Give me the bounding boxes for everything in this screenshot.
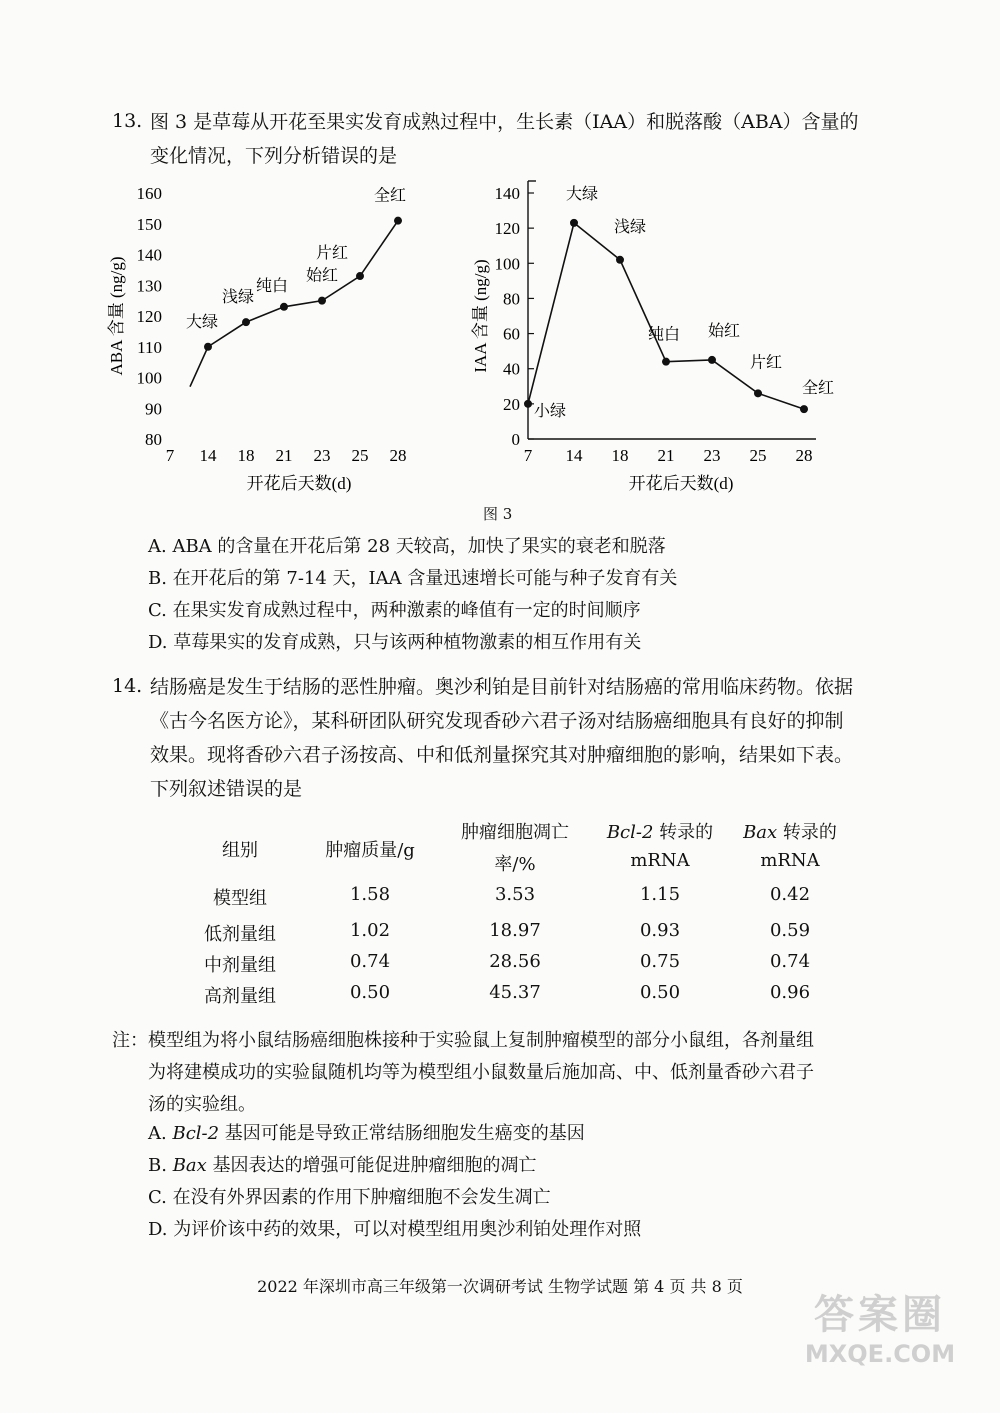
question-number: 14. (112, 675, 143, 697)
x-tick-label: 7 (165, 446, 175, 465)
table-cell: 0.50 (349, 982, 391, 1003)
table-header-bcl2 (590, 818, 730, 844)
data-point (242, 318, 250, 326)
data-point (318, 297, 326, 305)
table-header-mass: 肿瘤质量/g (325, 840, 415, 861)
option-text: 基因可能是导致正常结肠细胞发生癌变的基因 (219, 1123, 585, 1144)
table-cell: 18.97 (489, 920, 541, 941)
data-point (394, 217, 402, 225)
y-tick-label: 160 (136, 184, 162, 203)
x-tick-label: 18 (611, 446, 629, 465)
option-d[interactable] (148, 1215, 641, 1245)
note-line: 为将建模成功的实验鼠随机均等为模型组小鼠数量后施加高、中、低剂量香砂六君子 (148, 1062, 814, 1083)
question-stem-line: 图 3 是草莓从开花至果实发育成熟过程中，生长素（IAA）和脱落酸（ABA）含量的 (150, 111, 859, 133)
x-tick-label: 21 (275, 446, 293, 465)
option-d[interactable]: D. 草莓果实的发育成熟，只与该两种植物激素的相互作用有关 (148, 632, 642, 653)
table-header-bcl2-2: mRNA (630, 850, 690, 871)
gene-name: Bcl-2 (172, 1123, 220, 1144)
data-point (356, 272, 364, 280)
site-logo (790, 1283, 970, 1393)
point-label: 始红 (305, 265, 339, 285)
x-tick-label: 25 (351, 446, 369, 465)
table-cell: 0.42 (769, 884, 811, 905)
table-header-bax (720, 818, 860, 844)
y-tick-label: 130 (136, 276, 162, 296)
table-row-label: 中剂量组 (204, 955, 276, 976)
option-text: 在没有外界因素的作用下肿瘤细胞不会发生凋亡 (172, 1187, 551, 1208)
page-footer: 2022 年深圳市高三年级第一次调研考试 生物学试题 第 4 页 共 8 页 (257, 1277, 743, 1296)
x-axis-label: 开花后天数(d) (628, 474, 734, 493)
logo-url: MXQE.COM (804, 1340, 956, 1368)
x-tick-label: 28 (795, 446, 813, 465)
x-tick-label: 18 (237, 446, 255, 465)
table-cell: 0.96 (769, 982, 811, 1003)
y-tick-label: 110 (137, 337, 162, 357)
note-line: 汤的实验组。 (148, 1094, 256, 1115)
point-label: 片红 (315, 243, 349, 263)
table-header-group: 组别 (222, 840, 258, 861)
x-axis-label: 开花后天数(d) (246, 474, 352, 493)
data-point (524, 400, 532, 408)
data-point (708, 356, 716, 364)
y-tick-label: 0 (511, 430, 520, 449)
option-text: 为评价该中药的效果，可以对模型组用奥沙利铂处理作对照 (173, 1219, 642, 1240)
data-point (280, 303, 288, 311)
y-axis-label: IAA 含量 (ng/g) (471, 259, 490, 373)
table-cell: 0.74 (349, 951, 391, 972)
table-header-apoptosis: 肿瘤细胞凋亡 (461, 822, 569, 843)
point-label: 大绿 (565, 183, 599, 203)
table-cell: 0.50 (639, 982, 681, 1003)
option-text: 基因表达的增强可能促进肿瘤细胞的凋亡 (206, 1155, 537, 1176)
option-letter: B. (148, 1155, 167, 1176)
bax-gene-name: Bax (743, 822, 778, 843)
data-point (616, 256, 624, 264)
table-cell: 3.53 (494, 884, 536, 905)
table-header-apoptosis-2: 率/% (494, 854, 536, 875)
table-cell: 28.56 (489, 951, 541, 972)
data-point (800, 405, 808, 413)
option-c[interactable] (148, 1183, 551, 1213)
gene-name: Bax (172, 1155, 207, 1176)
data-point (662, 358, 670, 366)
logo-text: 答案圈 (814, 1292, 946, 1338)
data-point (204, 343, 212, 351)
y-tick-label: 100 (136, 368, 162, 388)
x-tick-label: 25 (749, 446, 767, 465)
table-header-bax-2: mRNA (760, 850, 820, 871)
question-stem-line: 下列叙述错误的是 (150, 778, 303, 800)
y-tick-label: 20 (503, 394, 520, 414)
note-line: 注：模型组为将小鼠结肠癌细胞株接种于实验鼠上复制肿瘤模型的部分小鼠组，各剂量组 (112, 1030, 814, 1051)
question-stem-line: 变化情况，下列分析错误的是 (150, 145, 398, 167)
table-cell: 45.37 (489, 982, 541, 1003)
question-stem-line: 结肠癌是发生于结肠的恶性肿瘤。奥沙利铂是目前针对结肠癌的常用临床药物。依据 (150, 676, 854, 698)
data-point (754, 389, 762, 397)
point-label: 片红 (749, 352, 783, 372)
table-cell: 0.59 (769, 920, 811, 941)
x-tick-label: 14 (565, 446, 583, 465)
table-row-label: 低剂量组 (204, 924, 276, 945)
point-label: 纯白 (647, 324, 681, 344)
x-tick-label: 23 (313, 446, 331, 465)
point-label: 全红 (373, 185, 407, 205)
table-row-label: 高剂量组 (204, 986, 276, 1007)
y-tick-label: 140 (136, 245, 162, 265)
question-number: 13. (112, 110, 143, 132)
y-tick-label: 120 (494, 219, 520, 239)
y-tick-label: 80 (503, 289, 520, 309)
y-tick-label: 60 (503, 324, 520, 344)
point-label: 浅绿 (613, 216, 647, 236)
table-cell: 1.15 (639, 884, 681, 905)
point-label: 大绿 (185, 311, 219, 331)
x-tick-label: 14 (199, 446, 217, 465)
aba-line-chart (100, 175, 480, 495)
option-c[interactable]: C. 在果实发育成熟过程中，两种激素的峰值有一定的时间顺序 (148, 600, 641, 621)
table-cell: 1.02 (349, 920, 391, 941)
data-point (570, 219, 578, 227)
table-cell: 0.93 (639, 920, 681, 941)
y-tick-label: 80 (145, 430, 162, 449)
table-cell: 0.75 (639, 951, 681, 972)
y-tick-label: 100 (494, 254, 520, 274)
x-tick-label: 23 (703, 446, 721, 465)
y-tick-label: 140 (494, 184, 520, 203)
table-cell: 0.74 (769, 951, 811, 972)
point-label: 始红 (707, 320, 741, 340)
iaa-line-chart (470, 175, 850, 495)
option-letter: C. (148, 1187, 167, 1208)
x-tick-label: 28 (389, 446, 407, 465)
point-label: 全红 (801, 378, 835, 398)
option-a[interactable]: A. ABA 的含量在开花后第 28 天较高，加快了果实的衰老和脱落 (148, 536, 666, 557)
figure-caption: 图 3 (483, 505, 513, 523)
header-suffix: 转录的 (782, 822, 837, 843)
header-suffix: 转录的 (659, 822, 714, 843)
option-letter: D. (148, 1219, 168, 1240)
option-letter: A. (148, 1123, 167, 1144)
option-b[interactable]: B. 在开花后的第 7-14 天，IAA 含量迅速增长可能与种子发育有关 (148, 568, 678, 589)
y-tick-label: 90 (145, 399, 162, 419)
point-label: 纯白 (255, 275, 289, 295)
y-tick-label: 150 (136, 214, 162, 234)
bcl2-gene-name: Bcl-2 (606, 822, 654, 843)
point-label: 小绿 (533, 400, 567, 420)
y-tick-label: 40 (503, 359, 520, 379)
option-a[interactable] (148, 1119, 585, 1149)
series-line (528, 223, 804, 409)
y-tick-label: 120 (136, 307, 162, 326)
question-stem-line: 《古今名医方论》，某科研团队研究发现香砂六君子汤对结肠癌细胞具有良好的抑制 (150, 710, 844, 732)
x-tick-label: 21 (657, 446, 675, 465)
question-stem-line: 效果。现将香砂六君子汤按高、中和低剂量探究其对肿瘤细胞的影响，结果如下表。 (150, 744, 854, 766)
option-b[interactable] (148, 1151, 537, 1181)
table-row-label: 模型组 (213, 888, 267, 909)
x-tick-label: 7 (523, 446, 533, 465)
y-axis-label: ABA 含量 (ng/g) (107, 256, 126, 376)
point-label: 浅绿 (221, 287, 255, 307)
table-cell: 1.58 (349, 884, 391, 905)
